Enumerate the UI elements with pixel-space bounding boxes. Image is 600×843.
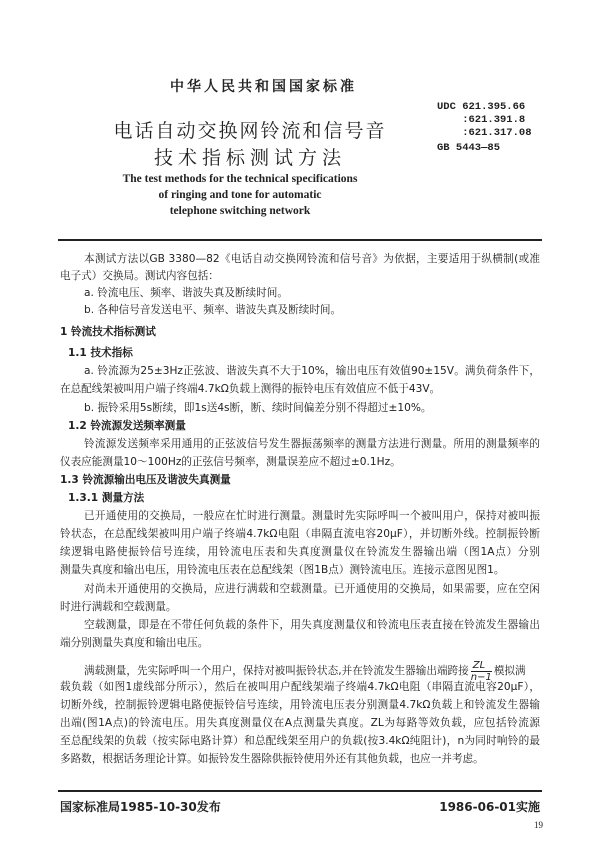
gb-number: GB 5443—85 — [437, 142, 501, 154]
body-text-line: 仪表应能测量10～100Hz的正弦信号频率，测量误差应不超过±0.1Hz。 — [60, 456, 401, 468]
udc-code: :621.317.08 — [437, 127, 532, 139]
document-title-line1: 电话自动交换网铃流和信号音 — [113, 120, 387, 142]
body-text-line: 切断外线，控制振铃逻辑电路使振铃信号连续，用铃流电压表分别测量4.7kΩ负载上和铃流发生器输 — [60, 699, 540, 711]
body-text-line: 空载测量，即是在不带任何负载的条件下，用失真度测量仪和铃流电压表直接在铃流发生器输出 — [84, 619, 540, 631]
body-text-line: 对尚未开通使用的交换局，应进行满载和空载测量。已开通使用的交换局，如果需要，应在空闲 — [84, 583, 540, 595]
full-load-paragraph-line — [84, 657, 540, 685]
english-title-line1: The test methods for the technical specifications — [122, 173, 358, 185]
body-text-line: 续逻辑电路使振铃信号连续，用铃流电压表和失真度测量仪在铃流发生器输出端（图1A点）分别 — [60, 546, 540, 558]
udc-classification — [437, 101, 532, 155]
body-text-line: 本测试方法以GB 3380—82《电话自动交换网铃流和信号音》为依据，主要适用于纵横制(或准 — [84, 253, 540, 265]
section-heading: 1.3.1 测量方法 — [68, 492, 145, 504]
english-title-line3: telephone switching network — [169, 205, 311, 217]
section-heading: 1 铃流技术指标测试 — [60, 326, 156, 338]
zl-fraction — [471, 660, 492, 683]
body-text-line: 时进行满载和空载测量。 — [60, 601, 177, 613]
section-heading: 1.2 铃流源发送频率测量 — [68, 420, 186, 432]
body-text-line: 在总配线架被叫用户端子终端4.7kΩ负载上测得的振铃电压有效值应不低于43V。 — [60, 383, 441, 395]
udc-code: UDC 621.395.66 — [437, 101, 526, 113]
fraction-denominator: n−1 — [470, 671, 492, 683]
body-text-line: 电子式）交换局。测试内容包括： — [60, 270, 219, 282]
body-text-line: 测量失真度和输出电压，用铃流电压表在总配线架（图1B点）测铃流电压。连接示意图见图1。 — [60, 564, 505, 576]
fraction-numerator: ZL — [471, 660, 492, 672]
body-text-line: a. 铃流电压、频率、谐波失真及断续时间。 — [84, 287, 288, 299]
body-text-line: 端分别测量失真度和输出电压。 — [60, 637, 209, 649]
body-text-line: 铃状态，在总配线架被叫用户端子终端4.7kΩ电阻（串隔直流电容20μF），并切断外线。控制振铃断 — [60, 528, 540, 540]
section-heading: 1.3 铃流源输出电压及谐波失真测量 — [60, 474, 231, 486]
bottom-divider — [58, 790, 542, 792]
full-load-text-end: 模拟满 — [493, 665, 526, 677]
document-title-line2: 技术指标测试方法 — [153, 147, 346, 169]
body-text-line: 铃流源发送频率采用通用的正弦波信号发生器振荡频率的测量方法进行测量。所用的测量频率的 — [84, 438, 540, 450]
body-text-line: 出端(图1A点)的铃流电压。用失真度测量仪在A点测量失真度。ZL为每路等效负载，应包括铃流源 — [60, 717, 540, 729]
issue-date: 国家标准局1985-10-30发布 — [60, 800, 221, 814]
effective-date: 1986-06-01实施 — [439, 800, 540, 814]
standard-type-heading: 中华人民共和国国家标准 — [170, 79, 357, 95]
full-load-text: 满载测量，先实际呼叫一个用户，保持对被叫振铃状态,并在铃流发生器输出端跨接 — [84, 665, 469, 677]
body-text-line: b. 各种信号音发送电平、频率、谐波失真及断续时间。 — [84, 304, 342, 316]
body-text-line: 多路数，根据话务理论计算。如振铃发生器除供振铃使用外还有其他负载，也应一并考虑。 — [60, 753, 484, 765]
body-text-line: 至总配线架的负载（按实际电路计算）和总配线架至用户的负载(按3.4kΩ纯阻计)，n为同时响铃的最 — [60, 735, 540, 747]
top-divider — [58, 239, 542, 241]
english-title-line2: of ringing and tone for automatic — [158, 189, 322, 201]
page-number: 19 — [534, 820, 543, 830]
body-text-line: a. 铃流源为25±3Hz正弦波、谐波失真不大于10%，输出电压有效值90±15V。满负荷条件下， — [84, 365, 540, 377]
section-heading: 1.1 技术指标 — [68, 347, 133, 359]
body-text-line: 载负载（如图1虚线部分所示），然后在被叫用户配线架端子终端4.7kΩ电阻（串隔直流电容20μF）， — [60, 681, 540, 693]
body-text-line: 已开通使用的交换局，一般应在忙时进行测量。测量时先实际呼叫一个被叫用户，保持对被叫振 — [84, 510, 540, 522]
udc-code: :621.391.8 — [437, 114, 526, 126]
body-text-line: b. 振铃采用5s断续，即1s送4s断，断、续时间偏差分别不得超过±10%。 — [84, 402, 432, 414]
